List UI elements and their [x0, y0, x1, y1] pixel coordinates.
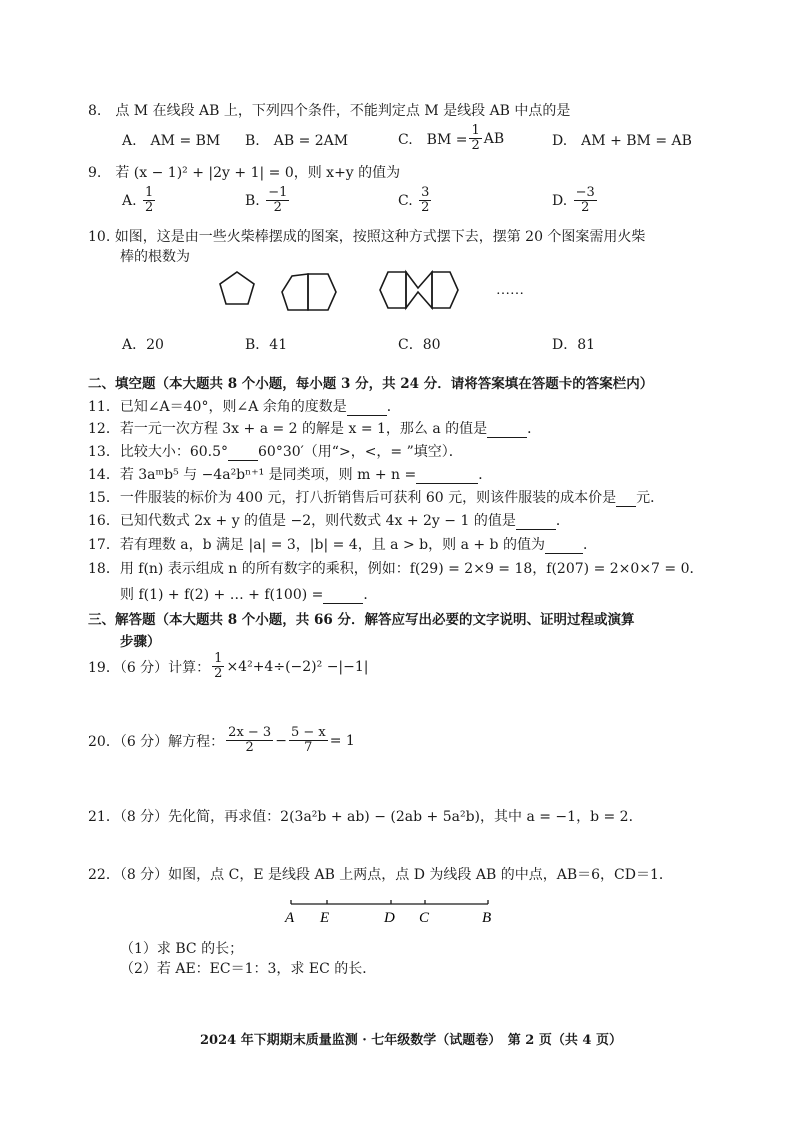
q9-label-d: D. [552, 192, 568, 209]
q8-opt-a: A. AM = BM [122, 133, 221, 149]
q14-text: 14．若 3aᵐb⁵ 与 −4a²bⁿ⁺¹ 是同类项，则 m + n = [88, 467, 417, 483]
q15 [88, 487, 664, 507]
q8-stem: 8. 点 M 在线段 AB 上，下列四个条件，不能判定点 M 是线段 AB 中点的是 [88, 103, 571, 119]
q19-fraction [212, 652, 224, 681]
label-a: A [285, 910, 295, 926]
q22-stem: 22．（8 分）如图，点 C，E 是线段 AB 上两点，点 D 为线段 AB 的中点，AB＝6，CD＝1． [88, 867, 673, 883]
q9-stem: 9. 若 (x − 1)² + |2y + 1| = 0，则 x+y 的值为 [88, 165, 401, 181]
q9-label-b: B. [245, 192, 260, 209]
q19-expression: ×4²+4÷(−2)² −|−1| [226, 658, 369, 675]
q20-rhs: = 1 [329, 732, 355, 749]
q20-label: 20．（6 分）解方程： [88, 733, 225, 750]
q9-frac-a [143, 186, 155, 215]
q9-frac-c [419, 186, 431, 215]
q20-fraction-2 [289, 726, 328, 755]
q9-frac-c-den: 2 [421, 200, 430, 215]
q15-text: 15．一件服装的标价为 400 元，打八折销售后可获利 60 元，则该件服装的成本价是 [88, 490, 617, 506]
q16: 16．已知代数式 2x + y 的值是 −2，则代数式 4x + 2y − 1 的值是 ． [88, 513, 570, 529]
q9-frac-d-num: −3 [575, 185, 595, 200]
q19 [88, 652, 369, 681]
q13-blank [228, 460, 258, 461]
q13-tail: 60°30′（用“>，<，= ”填空）． [258, 444, 463, 460]
q17-blank [545, 553, 583, 554]
pentagon-3b [406, 272, 432, 308]
pentagon-1 [220, 272, 254, 304]
q8-opt-c [398, 124, 504, 153]
q12-text: 12．若一元一次方程 3x + a = 2 的解是 x = 1，那么 a 的值是 [88, 421, 488, 437]
q8-opt-c-tail: AB [483, 130, 505, 147]
q11-blank [347, 415, 387, 416]
q19-frac-num: 1 [214, 651, 223, 666]
q10-line2: 棒的根数为 [120, 249, 190, 265]
q22-sub2: （2）若 AE：EC＝1：3，求 EC 的长． [120, 961, 377, 977]
q16-text: 16．已知代数式 2x + y 的值是 −2，则代数式 4x + 2y − 1 的值是 [88, 513, 516, 529]
q9-opt-b [245, 186, 291, 215]
q8-frac-num: 1 [471, 123, 480, 138]
q9-label-a: A. [122, 192, 137, 209]
q9-opt-a [122, 186, 157, 215]
q8-opt-c-label: C. BM = [398, 131, 468, 148]
matchstick-pattern-figure [210, 266, 550, 326]
q17: 17．若有理数 a，b 满足 |a| = 3，|b| = 4，且 a > b，则 a + b 的值为 ． [88, 537, 597, 553]
q11-text: 11．已知∠A＝40°，则∠A 余角的度数是 [88, 399, 347, 415]
page-footer: 2024 年下期期末质量监测 · 七年级数学（试题卷） 第 2 页（共 4 页） [200, 1033, 622, 1048]
q20-frac1-num: 2x − 3 [228, 725, 272, 740]
q20-frac2-num: 5 − x [290, 725, 326, 740]
q20 [88, 726, 355, 755]
q20-frac2-den: 7 [304, 740, 313, 755]
q19-frac-den: 2 [214, 666, 223, 681]
q9-frac-a-num: 1 [145, 185, 154, 200]
q13-text: 13．比较大小：60.5° [88, 444, 228, 460]
q18-blank [323, 603, 363, 604]
q10-line1: 10. 如图，这是由一些火柴棒摆成的图案，按照这种方式摆下去，摆第 20 个图案需用火柴 [88, 229, 646, 245]
label-e: E [320, 910, 330, 926]
q9-opt-d [552, 186, 599, 215]
q18-text: 则 f(1) + f(2) + … + f(100) = [120, 587, 324, 603]
q9-label-c: C. [398, 192, 413, 209]
section3-heading-line2: 步骤） [120, 634, 161, 650]
q9-frac-c-num: 3 [421, 185, 430, 200]
q9-frac-d-den: 2 [581, 200, 590, 215]
q12-blank [487, 437, 527, 438]
label-b: B [482, 910, 492, 926]
q10-dots: …… [496, 283, 524, 298]
q8-fraction [469, 124, 481, 153]
q8-opt-b: B. AB = 2AM [245, 133, 349, 149]
q20-fraction-1 [226, 726, 273, 755]
q20-frac1-den: 2 [245, 740, 254, 755]
q11: 11．已知∠A＝40°，则∠A 余角的度数是 ． [88, 399, 401, 415]
q9-frac-b-num: −1 [268, 185, 288, 200]
section2-heading: 二、填空题（本大题共 8 个小题，每小题 3 分，共 24 分．请将答案填在答题卡的答案栏内） [88, 376, 654, 392]
q13 [88, 441, 463, 461]
pentagon-2b [308, 274, 336, 310]
q17-text: 17．若有理数 a，b 满足 |a| = 3，|b| = 4，且 a > b，则 a + b 的值为 [88, 537, 545, 553]
q18-line1: 18．用 f(n) 表示组成 n 的所有数字的乘积，例如：f(29) = 2×9 = 18，f(207) = 2×0×7 = 0． [88, 561, 704, 577]
q9-frac-b-den: 2 [273, 200, 282, 215]
q14: 14．若 3aᵐb⁵ 与 −4a²bⁿ⁺¹ 是同类项，则 m + n = ． [88, 467, 493, 483]
label-c: C [419, 910, 430, 926]
q22-segment-figure [280, 894, 500, 928]
pentagon-2a [282, 274, 308, 310]
q10-opt-a: A．20 [122, 337, 164, 353]
q19-label: 19．（6 分）计算： [88, 659, 211, 676]
q8-frac-den: 2 [471, 138, 480, 153]
label-d: D [384, 910, 395, 926]
pentagon-3c [432, 272, 458, 308]
q9-opt-c [398, 186, 433, 215]
section3-heading-line1: 三、解答题（本大题共 8 个小题，共 66 分．解答应写出必要的文字说明、证明过程或演算 [88, 612, 635, 628]
q12: 12．若一元一次方程 3x + a = 2 的解是 x = 1，那么 a 的值是 ． [88, 421, 542, 437]
pentagon-3a [380, 272, 406, 308]
q14-blank [416, 483, 478, 484]
q20-minus: − [275, 732, 287, 749]
q10-opt-b: B．41 [245, 337, 288, 353]
q16-blank [516, 529, 556, 530]
q10-opt-c: C．80 [398, 337, 441, 353]
q9-frac-b [266, 186, 289, 215]
q22-sub1: （1）求 BC 的长； [120, 941, 244, 957]
q21: 21．（8 分）先化简，再求值：2(3a²b + ab) − (2ab + 5a²b)，其中 a = −1，b = 2． [88, 809, 643, 825]
q8-opt-d: D. AM + BM = AB [552, 133, 692, 149]
q18-line2: 则 f(1) + f(2) + … + f(100) = ． [120, 587, 378, 603]
q9-frac-a-den: 2 [145, 200, 154, 215]
q15-tail: 元． [636, 490, 665, 506]
q15-blank [616, 506, 636, 507]
q9-frac-d [574, 186, 597, 215]
q10-opt-d: D．81 [552, 337, 596, 353]
